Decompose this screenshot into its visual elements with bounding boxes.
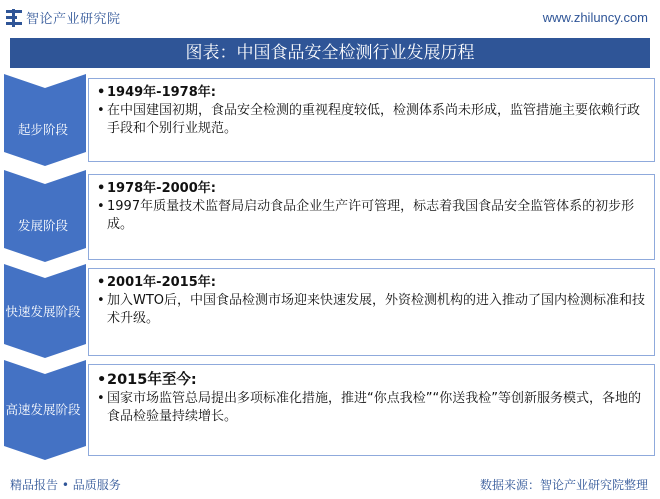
brand-logo[interactable] [6, 8, 121, 27]
stage-label: 快速发展阶段 [5, 304, 81, 319]
stage-period: 1978年-2000年: [107, 181, 216, 196]
logo-icon [6, 9, 22, 27]
header [0, 0, 660, 38]
stage-description: 加入WTO后，中国食品检测市场迎来快速发展，外资检测机构的进入推动了国内检测标准和技术升级。 [107, 293, 646, 326]
stage-period: 2015年至今: [107, 372, 197, 388]
bullet-icon: • [97, 103, 105, 118]
stage-chevron-3 [4, 264, 86, 358]
logo-text: 智论产业研究院 [26, 12, 121, 27]
stage-label: 高速发展阶段 [5, 402, 81, 417]
stage-label: 起步阶段 [17, 122, 68, 137]
stage-label: 发展阶段 [17, 218, 68, 233]
stage-chevron-2 [4, 170, 86, 262]
footer-source: 数据来源：智论产业研究院整理 [479, 478, 648, 492]
bullet-icon: • [97, 293, 105, 308]
stage-description: 1997年质量技术监督局启动食品企业生产许可管理，标志着我国食品安全监管体系的初步形成。 [107, 199, 635, 232]
stage-chevron-4 [4, 360, 86, 460]
stage-card-1 [88, 78, 655, 162]
bullet-icon: • [97, 85, 106, 100]
bullet-icon: • [97, 391, 105, 406]
stage-card-4 [88, 364, 655, 456]
bullet-icon: • [97, 181, 106, 196]
stage-card-2 [88, 174, 655, 260]
site-url-link[interactable]: www.zhiluncy.com [542, 10, 648, 25]
stage-period: 1949年-1978年: [107, 85, 216, 100]
footer-slogan: 精品报告 • 品质服务 [10, 478, 121, 492]
bullet-icon: • [97, 199, 105, 214]
chart-title: 图表：中国食品安全检测行业发展历程 [10, 38, 650, 68]
stage-description: 国家市场监管总局提出多项标准化措施，推进“你点我检”“你送我检”等创新服务模式，各地的食品检验量持续增长。 [107, 391, 641, 424]
stage-card-3 [88, 268, 655, 356]
bullet-icon: • [97, 275, 106, 290]
bullet-icon: • [97, 372, 107, 388]
chevron-arrow-icon [4, 170, 86, 262]
stage-description: 在中国建国初期，食品安全检测的重视程度较低，检测体系尚未形成，监管措施主要依赖行政手段和个别行业规范。 [107, 103, 641, 136]
chevron-arrow-icon [4, 74, 86, 166]
stage-chevron-1 [4, 74, 86, 166]
stage-period: 2001年-2015年: [107, 275, 216, 290]
